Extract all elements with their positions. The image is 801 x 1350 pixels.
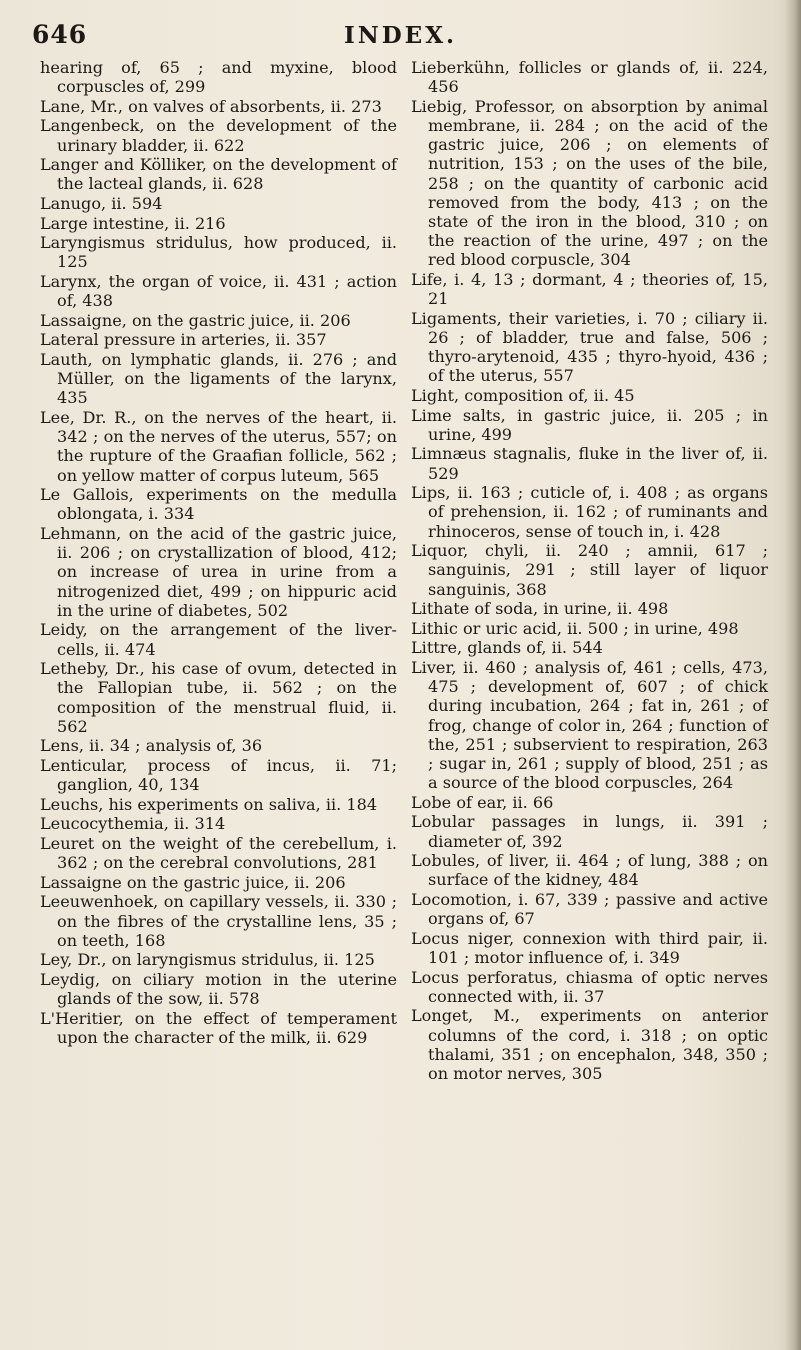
index-entry: Lieberkühn, follicles or glands of, ii. 224, 456 (411, 58, 768, 97)
index-entry: hearing of, 65 ; and myxine, blood corpuscles of, 299 (40, 58, 397, 97)
index-entry: Light, composition of, ii. 45 (411, 386, 635, 406)
index-entry: Leucocythemia, ii. 314 (40, 814, 226, 834)
index-entry: Lithate of soda, in urine, ii. 498 (411, 599, 669, 619)
index-entry: Leidy, on the arrangement of the liver-cells, ii. 474 (40, 620, 397, 659)
index-entry: Larynx, the organ of voice, ii. 431 ; action of, 438 (40, 271, 397, 311)
index-entry: Leuchs, his experiments on saliva, ii. 184 (40, 794, 378, 814)
index-entry: Lehmann, on the acid of the gastric juice, ii. 206 ; on crystallization of blood, 412; on increase of urea in urine from a nitrogenized diet, 499 ; on hippuric acid in the urine of diabetes, 502 (40, 523, 397, 620)
index-entry: Lassaigne on the gastric juice, ii. 206 (40, 872, 346, 892)
index-entry: Lenticular, process of incus, ii. 71; ganglion, 40, 134 (40, 755, 397, 795)
index-entry: Langenbeck, on the development of the urinary bladder, ii. 622 (40, 116, 397, 155)
index-entry: Littre, glands of, ii. 544 (411, 638, 603, 658)
index-entry: Laryngismus stridulus, how produced, ii. 125 (40, 233, 397, 272)
index-entry: Locus niger, connexion with third pair, ii. 101 ; motor influence of, i. 349 (411, 928, 768, 967)
index-entry: Lens, ii. 34 ; analysis of, 36 (40, 736, 263, 756)
index-entry: Lobe of ear, ii. 66 (411, 792, 554, 812)
index-entry: Locus perforatus, chiasma of optic nerves connected with, ii. 37 (411, 967, 768, 1006)
index-entry: Ligaments, their varieties, i. 70 ; ciliary ii. 26 ; of bladder, true and false, 506 ; thyro-arytenoid, 435 ; thyro-hyoid, 436 ; of the uterus, 557 (411, 308, 768, 386)
index-entry: Letheby, Dr., his case of ovum, detected in the Fallopian tube, ii. 562 ; on the composition of the menstrual fluid, ii. 562 (40, 659, 397, 736)
index-entry: Limnæus stagnalis, fluke in the liver of, ii. 529 (411, 444, 768, 483)
index-entry: Liebig, Professor, on absorption by animal membrane, ii. 284 ; on the acid of the gastric juice, 206 ; on elements of nutrition, 153 ; on the uses of the bile, 258 ; on the quantity of carbonic acid removed from the body, 413 ; on the state of the iron in the blood, 310 ; on the reaction of the urine, 497 ; on the red blood corpuscle, 304 (411, 96, 768, 270)
index-entry: Lanugo, ii. 594 (40, 193, 163, 213)
index-entry: Langer and Kölliker, on the development of the lacteal glands, ii. 628 (40, 155, 397, 194)
index-entry: Lithic or uric acid, ii. 500 ; in urine, 498 (411, 618, 739, 638)
index-entry: Le Gallois, experiments on the medulla oblongata, i. 334 (40, 485, 397, 524)
index-entry: Lime salts, in gastric juice, ii. 205 ; in urine, 499 (411, 405, 768, 444)
index-entry: Lobular passages in lungs, ii. 391 ; diameter of, 392 (411, 812, 768, 851)
index-entry: Locomotion, i. 67, 339 ; passive and active organs of, 67 (411, 889, 768, 929)
index-entry: Leeuwenhoek, on capillary vessels, ii. 330 ; on the fibres of the crystalline lens, 35 ; on teeth, 168 (40, 892, 397, 950)
index-entry: Lips, ii. 163 ; cuticle of, i. 408 ; as organs of prehension, ii. 162 ; of ruminants and rhinoceros, sense of touch in, i. 428 (411, 483, 768, 541)
index-entry: Lauth, on lymphatic glands, ii. 276 ; and Müller, on the ligaments of the larynx, 435 (40, 349, 397, 408)
index-entry: Lane, Mr., on valves of absorbents, ii. 273 (40, 96, 382, 116)
index-entry: Leydig, on ciliary motion in the uterine glands of the sow, ii. 578 (40, 969, 397, 1009)
index-entry: Ley, Dr., on laryngismus stridulus, ii. 125 (40, 950, 375, 970)
index-entry: Lassaigne, on the gastric juice, ii. 206 (40, 310, 351, 330)
running-head: INDEX. (343, 22, 458, 49)
index-entry: Large intestine, ii. 216 (40, 213, 226, 233)
index-entry: Longet, M., experiments on anterior columns of the cord, i. 318 ; on optic thalami, 351 ; on encephalon, 348, 350 ; on motor nerves, 305 (411, 1006, 768, 1083)
index-entry: Liquor, chyli, ii. 240 ; amnii, 617 ; sanguinis, 291 ; still layer of liquor sanguinis, 368 (411, 541, 768, 599)
index-entry: Liver, ii. 460 ; analysis of, 461 ; cells, 473, 475 ; development of, 607 ; of chick during incubation, 264 ; fat in, 261 ; of frog, change of color in, 264 ; function of the, 251 ; subservient to respiration, 263 ; sugar in, 261 ; supply of blood, 251 ; as a source of the blood corpuscles, 264 (411, 657, 768, 793)
index-entry: L'Heritier, on the effect of temperament upon the character of the milk, ii. 629 (40, 1008, 397, 1047)
index-entry: Lateral pressure in arteries, ii. 357 (40, 330, 327, 350)
page-edge-shadow (785, 0, 801, 1350)
index-column-left (40, 58, 397, 1048)
index-entry: Lee, Dr. R., on the nerves of the heart, ii. 342 ; on the nerves of the uterus, 557; on the rupture of the Graafian follicle, 562 ; on yellow matter of corpus luteum, 565 (40, 407, 397, 485)
page-number: 646 (32, 20, 88, 49)
index-entry: Lobules, of liver, ii. 464 ; of lung, 388 ; on surface of the kidney, 484 (411, 851, 768, 890)
index-column-right (411, 58, 768, 1084)
index-entry: Life, i. 4, 13 ; dormant, 4 ; theories of, 15, 21 (411, 270, 768, 309)
index-entry: Leuret on the weight of the cerebellum, i. 362 ; on the cerebral convolutions, 281 (40, 833, 397, 873)
